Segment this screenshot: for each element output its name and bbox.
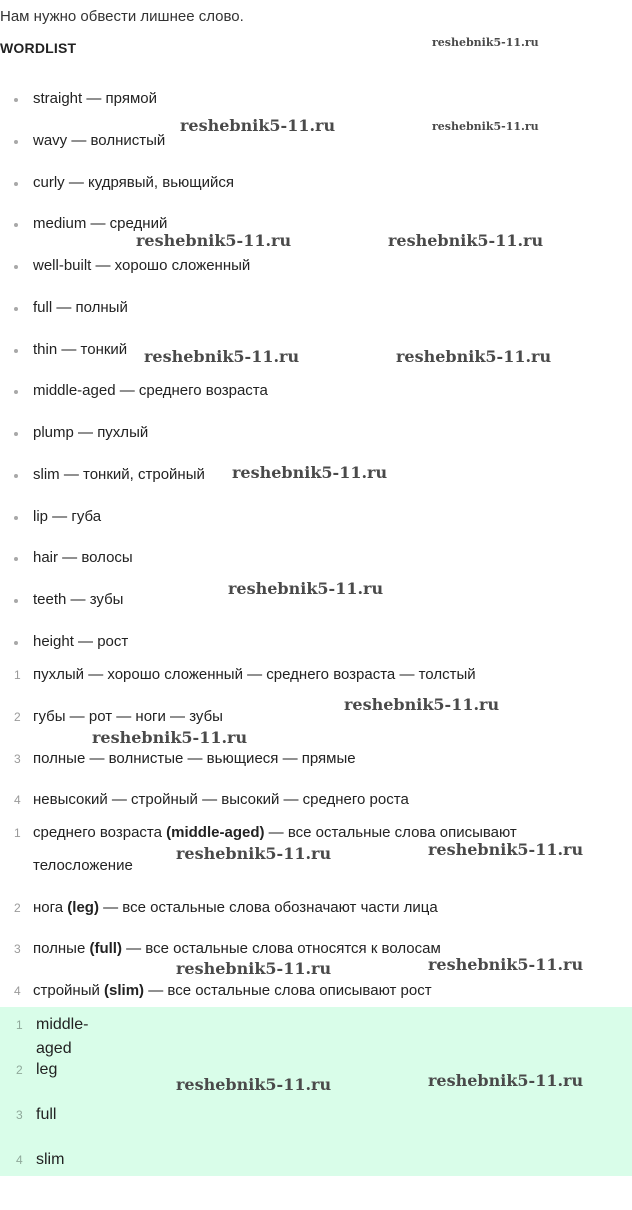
bullet-icon xyxy=(14,140,18,144)
bullet-icon xyxy=(14,182,18,186)
watermark: reshebnik5-11.ru xyxy=(136,231,292,250)
intro-text: Нам нужно обвести лишнее слово. xyxy=(0,8,244,25)
watermark: reshebnik5-11.ru xyxy=(92,728,248,747)
watermark: reshebnik5-11.ru xyxy=(432,120,539,133)
bullet-icon xyxy=(14,599,18,603)
watermark: reshebnik5-11.ru xyxy=(144,347,300,366)
bullet-icon xyxy=(14,641,18,645)
watermark: reshebnik5-11.ru xyxy=(396,347,552,366)
bullet-icon xyxy=(14,349,18,353)
bullet-icon xyxy=(14,474,18,478)
bullet-icon xyxy=(14,432,18,436)
watermark: reshebnik5-11.ru xyxy=(176,844,332,863)
watermark: reshebnik5-11.ru xyxy=(180,116,336,135)
watermark: reshebnik5-11.ru xyxy=(344,695,500,714)
bullet-icon xyxy=(14,98,18,102)
watermark: reshebnik5-11.ru xyxy=(176,1075,332,1094)
watermark: reshebnik5-11.ru xyxy=(388,231,544,250)
wordlist-heading: WORDLIST xyxy=(0,40,77,56)
bullet-icon xyxy=(14,223,18,227)
bullet-icon xyxy=(14,516,18,520)
watermark: reshebnik5-11.ru xyxy=(228,579,384,598)
watermark: reshebnik5-11.ru xyxy=(232,463,388,482)
watermark: reshebnik5-11.ru xyxy=(176,959,332,978)
watermark: reshebnik5-11.ru xyxy=(428,955,584,974)
bullet-icon xyxy=(14,557,18,561)
watermark: reshebnik5-11.ru xyxy=(428,1071,584,1090)
answers-panel: 1 middle-aged 2 leg 3 full 4 slim xyxy=(0,1007,632,1176)
bullet-icon xyxy=(14,307,18,311)
watermark: reshebnik5-11.ru xyxy=(428,840,584,859)
watermark: reshebnik5-11.ru xyxy=(432,36,539,49)
bullet-icon xyxy=(14,390,18,394)
bullet-icon xyxy=(14,265,18,269)
